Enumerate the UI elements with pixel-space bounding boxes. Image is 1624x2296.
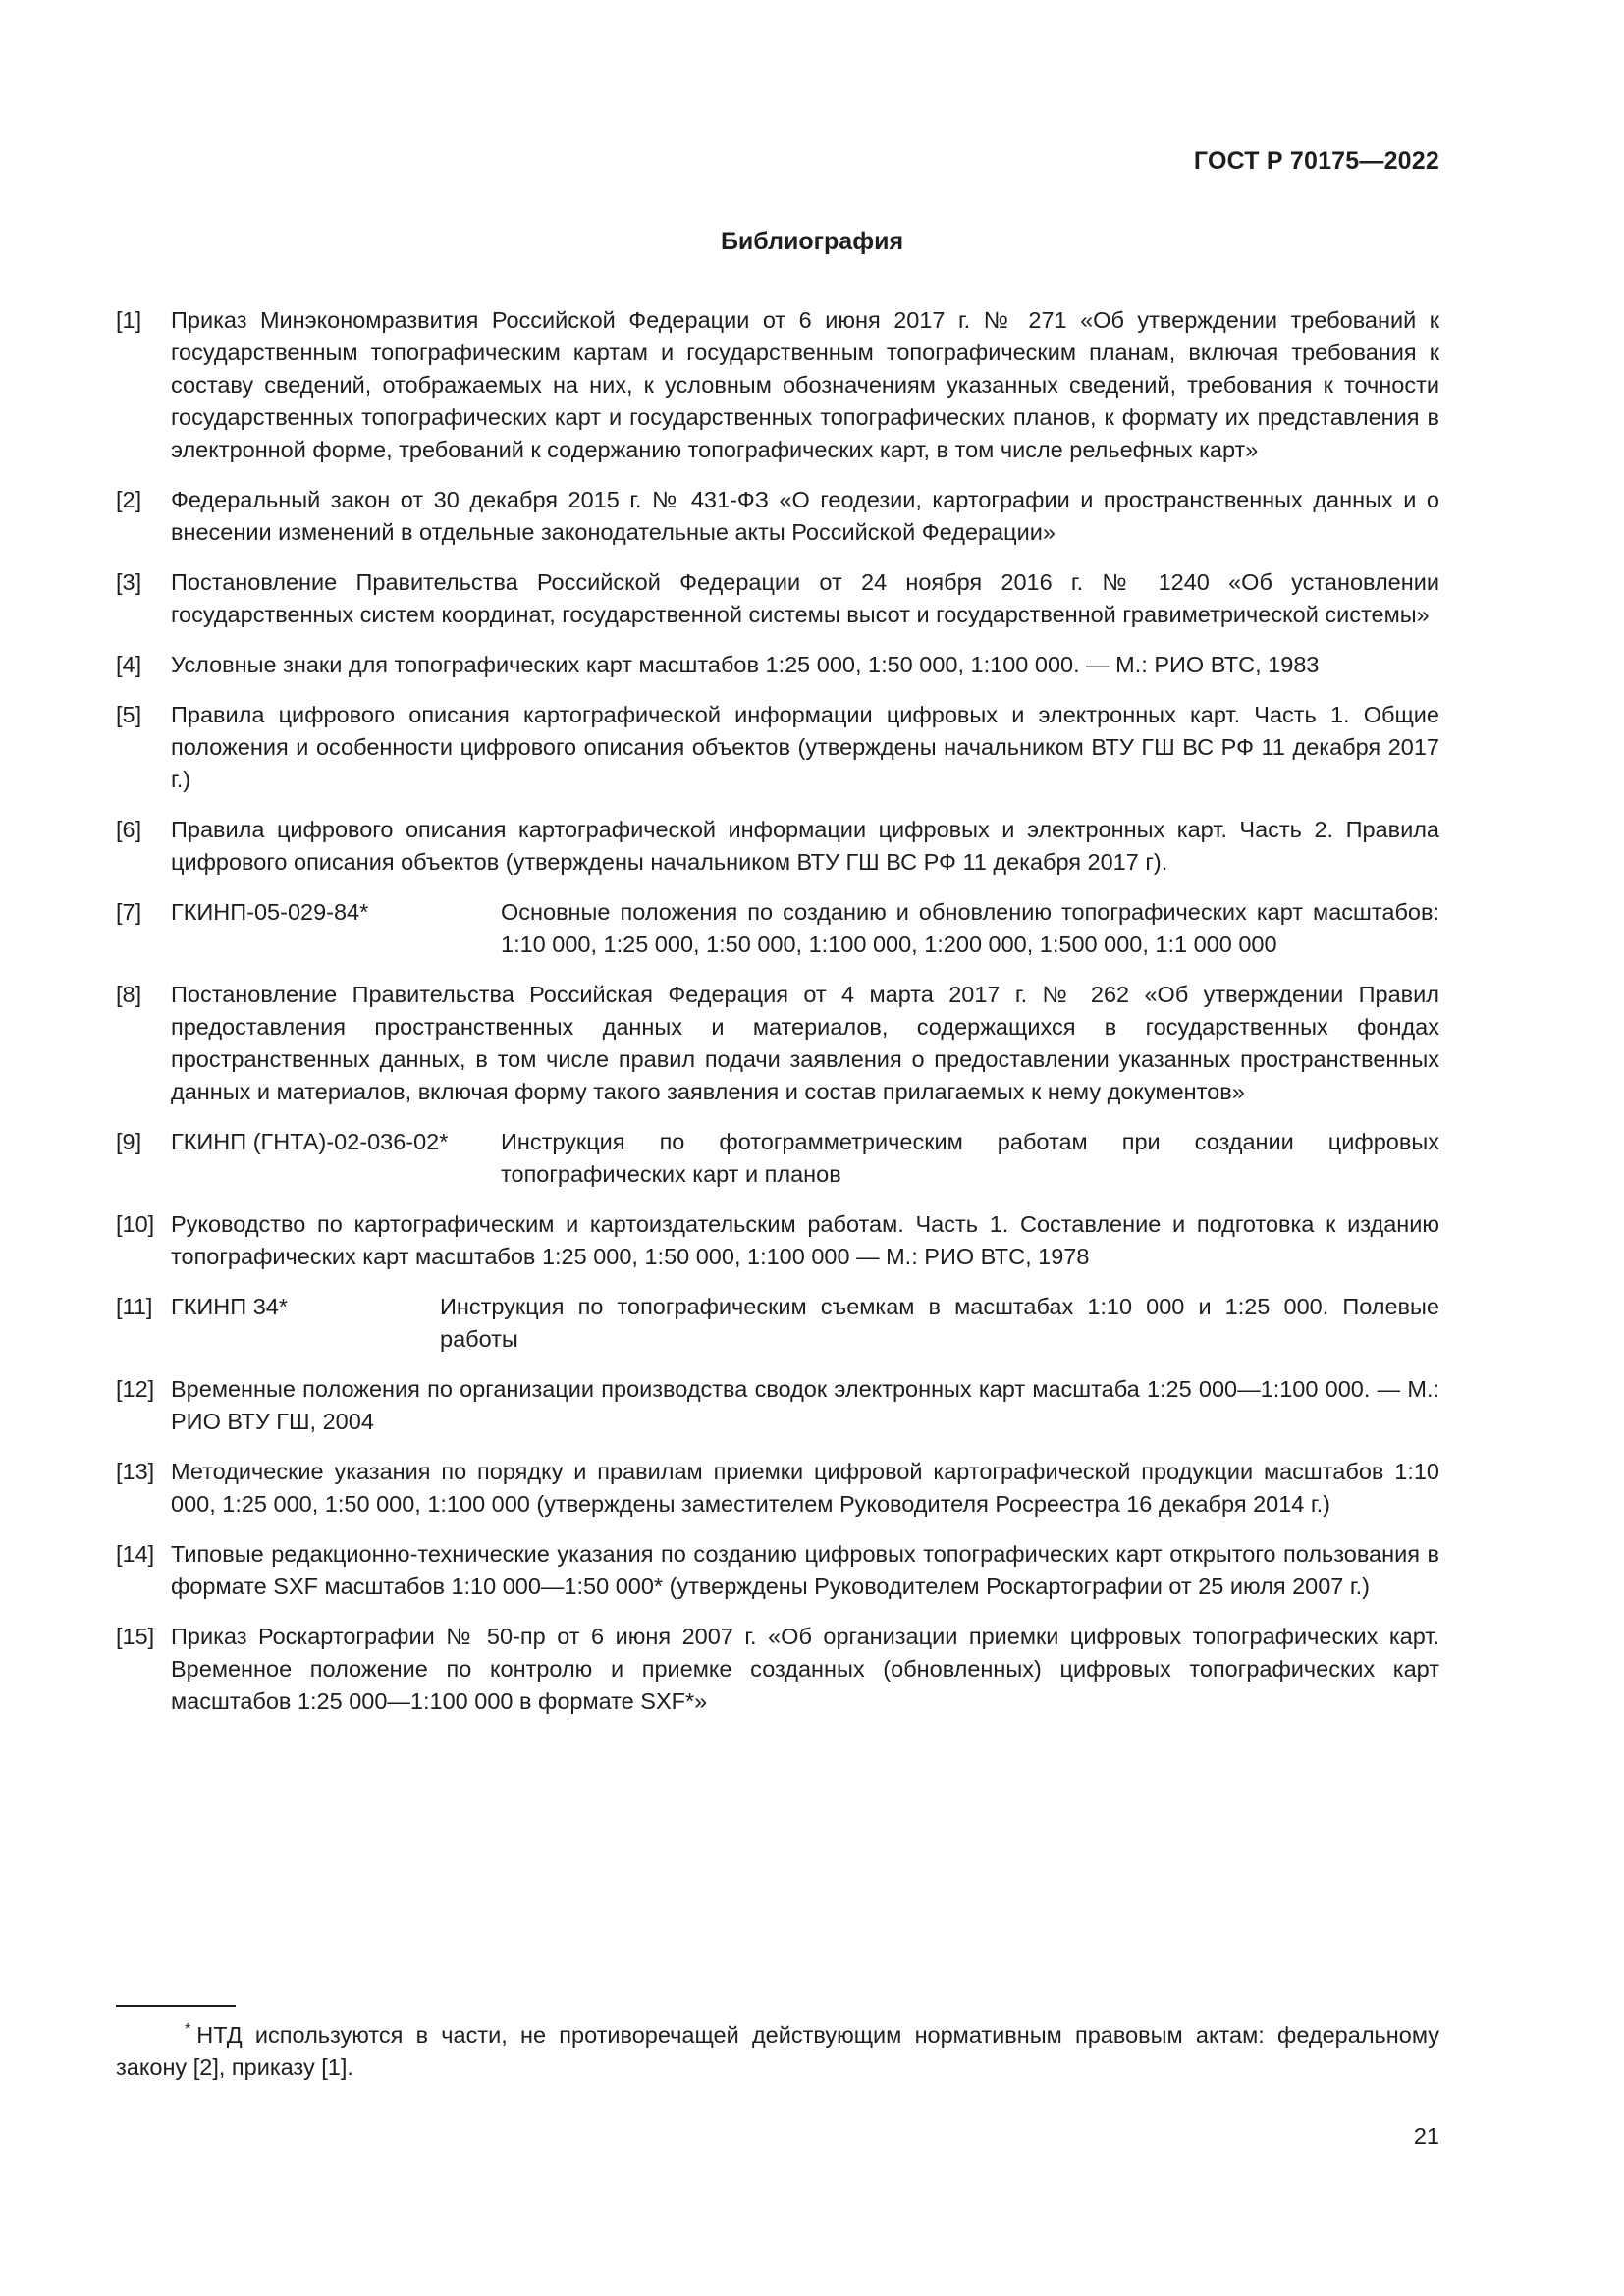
bibliography-entry — [116, 979, 1439, 1108]
bibliography-entry — [116, 1126, 1439, 1191]
bibliography-entry — [116, 1621, 1439, 1718]
bibliography-entry — [116, 1291, 1439, 1356]
footnote-text: НТД используются в части, не противоречащей действующим нормативным правовым актам: федеральному закону [2], приказу [1]. — [116, 2022, 1439, 2080]
entry-text: Федеральный закон от 30 декабря 2015 г. № 431-ФЗ «О геодезии, картографии и пространственных данных и о внесении изменений в отдельные законодательные акты Российской Федерации» — [171, 487, 1439, 545]
entry-text: Основные положения по созданию и обновлению топографических карт масштабов: 1:10 000, 1:25 000, 1:50 000, 1:100 000, 1:200 000, 1:500 000, 1:1 000 000 — [501, 899, 1439, 957]
bibliography-entry — [116, 1208, 1439, 1273]
entry-text: Руководство по картографическим и картоиздательским работам. Часть 1. Составление и подготовка к изданию топографических карт масштабов 1:25 000, 1:50 000, 1:100 000 — М.: РИО ВТС, 1978 — [171, 1211, 1439, 1269]
entry-number: [13] — [116, 1459, 155, 1484]
entry-text: Правила цифрового описания картографической информации цифровых и электронных карт. Часть 2. Правила цифрового описания объектов (утверждены начальником ВТУ ГШ ВС РФ 11 декабря 2017 г). — [171, 817, 1439, 875]
entry-number: [4] — [116, 652, 142, 677]
entry-code: ГКИНП (ГНТА)-02-036-02* — [171, 1129, 449, 1154]
entry-text: Инструкция по фотограмметрическим работам при создании цифровых топографических карт и планов — [501, 1129, 1439, 1187]
entry-number: [6] — [116, 817, 142, 842]
entry-text: Условные знаки для топографических карт масштабов 1:25 000, 1:50 000, 1:100 000. — М.: РИО ВТС, 1983 — [171, 652, 1320, 677]
entry-number: [9] — [116, 1129, 142, 1154]
bibliography-entry — [116, 699, 1439, 796]
bibliography-entry — [116, 1538, 1439, 1603]
bibliography-entry — [116, 484, 1439, 549]
entry-text: Приказ Минэкономразвития Российской Федерации от 6 июня 2017 г. № 271 «Об утверждении требований к государственным топографическим картам и государственным топографическим планам, включая требования к составу сведений, отображаемых на них, к условным обозначениям указанных сведений, требования к точности государственных топографических карт и государственных топографических планов, к формату их представления в электронной форме, требований к содержанию топографических карт, в том числе рельефных карт» — [171, 307, 1439, 462]
document-code: ГОСТ Р 70175—2022 — [1193, 147, 1439, 175]
bibliography-entry — [116, 649, 1439, 681]
entry-number: [1] — [116, 307, 142, 333]
entry-code: ГКИНП 34* — [171, 1294, 288, 1319]
entry-number: [11] — [116, 1294, 153, 1319]
bibliography-entry — [116, 1373, 1439, 1438]
entry-text: Правила цифрового описания картографической информации цифровых и электронных карт. Часть 1. Общие положения и особенности цифрового описания объектов (утверждены начальником ВТУ ГШ ВС РФ 11 декабря 2017 г.) — [171, 702, 1439, 792]
entry-text: Инструкция по топографическим съемкам в масштабах 1:10 000 и 1:25 000. Полевые работы — [440, 1294, 1439, 1352]
entry-number: [10] — [116, 1211, 155, 1237]
entry-number: [3] — [116, 569, 142, 595]
bibliography-entry — [116, 896, 1439, 961]
page-number: 21 — [1413, 2123, 1439, 2149]
entry-text: Временные положения по организации производства сводок электронных карт масштаба 1:25 000—1:100 000. — М.: РИО ВТУ ГШ, 2004 — [171, 1376, 1439, 1434]
bibliography-entry — [116, 304, 1439, 466]
footnote-divider — [116, 2005, 236, 2007]
entry-code: ГКИНП-05-029-84* — [171, 899, 369, 925]
footnote — [116, 2019, 1439, 2084]
entry-text: Постановление Правительства Российская Федерация от 4 марта 2017 г. № 262 «Об утверждении Правил предоставления пространственных данных и материалов, содержащихся в государственных фондах пространственных данных, в том числе правил подачи заявления о предоставлении указанных пространственных данных и материалов, включая форму такого заявления и состав прилагаемых к нему документов» — [171, 982, 1439, 1104]
entry-text: Приказ Роскартографии № 50-пр от 6 июня 2007 г. «Об организации приемки цифровых топографических карт. Временное положение по контролю и приемке созданных (обновленных) цифровых топографических карт масштабов 1:25 000—1:100 000 в формате SXF*» — [171, 1624, 1439, 1714]
entry-text: Типовые редакционно-технические указания по созданию цифровых топографических карт открытого пользования в формате SXF масштабов 1:10 000—1:50 000* (утверждены Руководителем Роскартографии от 25 июля 2007 г.) — [171, 1541, 1439, 1599]
bibliography-list — [116, 304, 1439, 1735]
entry-number: [12] — [116, 1376, 155, 1402]
entry-number: [2] — [116, 487, 142, 512]
entry-text: Постановление Правительства Российской Федерации от 24 ноября 2016 г. № 1240 «Об установлении государственных систем координат, государственной системы высот и государственной гравиметрической системы» — [171, 569, 1439, 627]
entry-number: [8] — [116, 982, 142, 1007]
entry-number: [7] — [116, 899, 142, 925]
section-title: Библиография — [720, 228, 904, 255]
entry-text: Методические указания по порядку и правилам приемки цифровой картографической продукции масштабов 1:10 000, 1:25 000, 1:50 000, 1:100 000 (утверждены заместителем Руководителя Росреестра 16 декабря 2014 г.) — [171, 1459, 1439, 1517]
bibliography-entry — [116, 814, 1439, 879]
entry-number: [15] — [116, 1624, 155, 1649]
footnote-mark: * — [185, 2021, 191, 2039]
entry-number: [14] — [116, 1541, 155, 1567]
entry-number: [5] — [116, 702, 142, 727]
bibliography-entry — [116, 1456, 1439, 1521]
bibliography-entry — [116, 566, 1439, 631]
